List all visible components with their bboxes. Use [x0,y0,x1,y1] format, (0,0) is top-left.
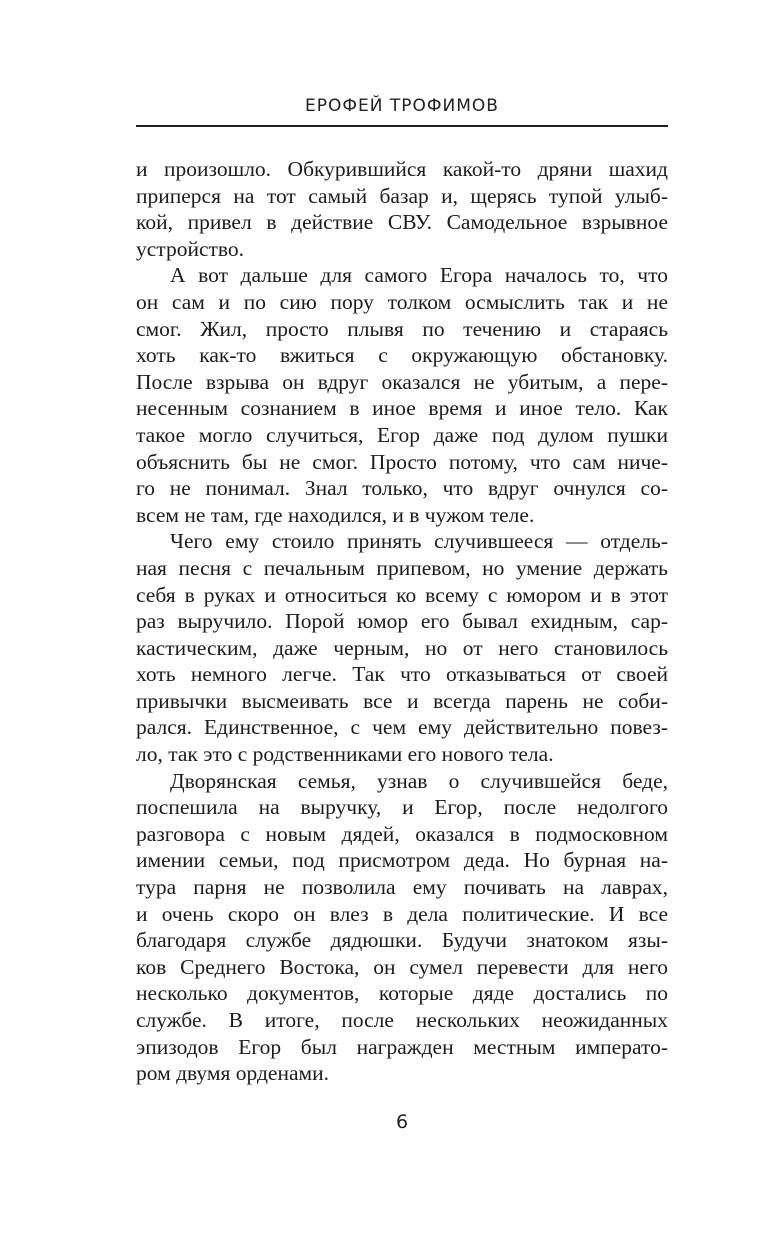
text-line: он сам и по сию пору толком осмыслить так и не [136,289,668,314]
text-line: кой, привел в действие СВУ. Самодельное взрывное [136,210,668,235]
text-line: После взрыва он вдруг оказался не убитым, а пере- [136,369,668,394]
text-line: привычки высмеивать все и всегда парень не соби- [136,688,668,713]
text-line: А вот дальше для самого Егора началось то, что [170,263,668,288]
text-line: хоть как-то вжиться с окружающую обстановку. [136,343,668,368]
text-line: хоть немного легче. Так что отказываться от своей [136,662,668,687]
text-line: несенным сознанием в иное время и иное тело. Как [136,396,668,421]
text-line: Чего ему стоило принять случившееся — отдель- [170,529,668,554]
text-line: несколько документов, которые дяде достались по [136,981,668,1006]
paragraph-1 [136,156,668,262]
text-line: и произошло. Обкурившийся какой-то дряни шахид [136,157,668,181]
text-line: рался. Единственное, с чем ему действительно повез- [136,715,668,740]
text-line: разговора с новым дядей, оказался в подмосковном [136,821,668,846]
text-line: благодаря службе дядюшки. Будучи знатоком язы- [136,928,668,953]
text-line: такое могло случиться, Егор даже под дулом пушки [136,422,668,447]
text-line: кастическим, даже черным, но от него становилось [136,635,668,660]
text-line: тура парня не позволила ему почивать на лаврах, [136,875,668,900]
text-line: и очень скоро он влез в дела политические. И все [136,901,668,926]
header-rule [136,125,668,127]
paragraph-3 [136,528,668,767]
text-line: устройство. [136,236,245,261]
paragraph-4 [136,768,668,1087]
text-line: раз выручило. Порой юмор его бывал ехидным, сар- [136,609,668,634]
text-line: всем не там, где находился, и в чужом теле. [136,502,535,527]
running-head-title: ЕРОФЕЙ ТРОФИМОВ [305,96,499,116]
paragraph-2 [136,262,668,528]
text-line: поспешила на выручку, и Егор, после недолгого [136,795,668,820]
page-number: 6 [395,1111,409,1133]
text-line: ром двумя орденами. [136,1061,329,1086]
text-line: имении семьи, под присмотром деда. Но бурная на- [136,848,668,873]
text-line: приперся на тот самый базар и, щерясь тупой улыб- [136,183,668,208]
text-line: объяснить бы не смог. Просто потому, что сам ниче- [136,449,668,474]
text-line: службе. В итоге, после нескольких неожиданных [136,1008,668,1032]
text-line: эпизодов Егор был награжден местным императо- [136,1034,668,1059]
text-line: ков Среднего Востока, он сумел перевести для него [136,954,668,979]
text-line: себя в руках и относиться ко всему с юмором и в этот [136,582,668,607]
text-line: ло, так это с родственниками его нового тела. [136,742,554,767]
text-line: Дворянская семья, узнав о случившейся беде, [170,768,668,793]
text-line: го не понимал. Знал только, что вдруг очнулся со- [136,476,668,501]
text-line: смог. Жил, просто плывя по течению и стараясь [136,316,668,341]
body-text [136,156,668,1087]
text-line: ная песня с печальным припевом, но умение держать [136,555,668,580]
